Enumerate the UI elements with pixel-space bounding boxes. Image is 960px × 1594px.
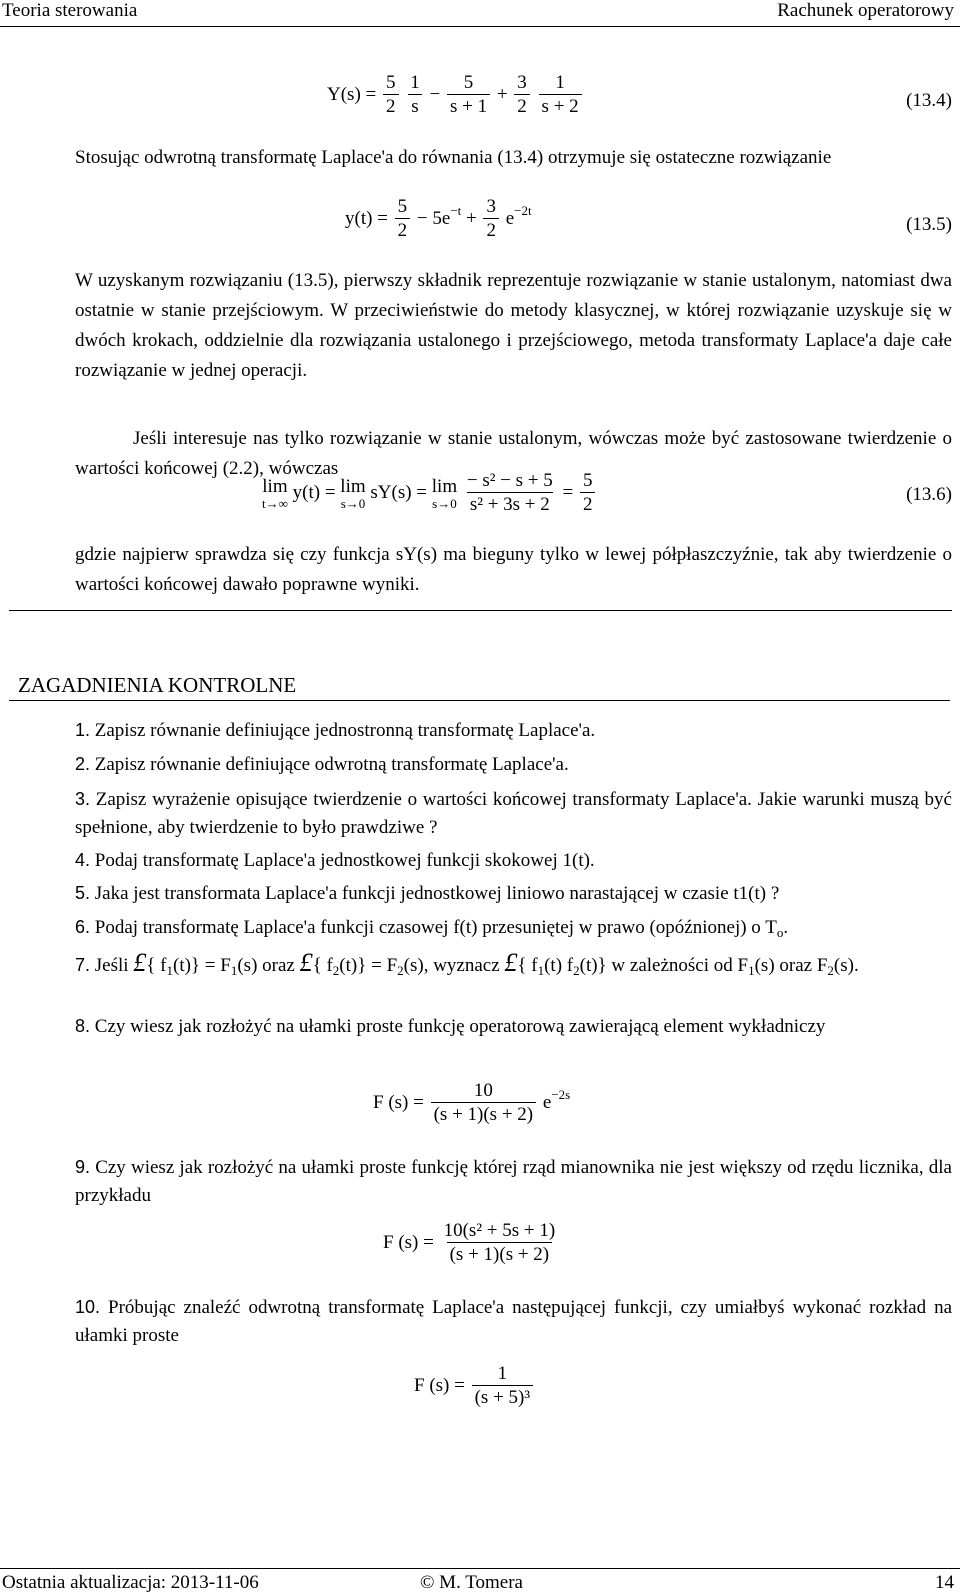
question-5: 5. Jaka jest transformata Laplace'a funkcji jednostkowej liniowo narastającej w czasie t1(t) ? <box>75 883 780 904</box>
footer-author: © M. Tomera <box>420 1572 523 1593</box>
paragraph: gdzie najpierw sprawdza się czy funkcja sY(s) ma bieguny tylko w lewej półpłaszczyźnie, tak aby twierdzenie o wartości końcowej dawało poprawne wyniki. <box>75 544 952 595</box>
page-footer <box>0 1568 960 1592</box>
equation-13-4: Y(s) = $\frac{5}{2}$ $\frac{1}{s}$ − $\frac{5}{s + 1}$ + $\frac{3}{2}$ $\frac{1}{s + 2}$ <box>327 72 584 119</box>
question-9: 9. Czy wiesz jak rozłożyć na ułamki proste funkcję której rząd mianownika nie jest większy od rzędu licznika, dla przykładu <box>75 1157 952 1206</box>
question-7: 7. Jeśli £{ $f_1(t)\} = F_1(s)$ oraz £{ $f_2(t)\} = F_2(s)$, wyznacz £{ $f_1(t)$ $f_2(t)$} w zależności od $F_1(s)$ oraz $F_2(s)$. <box>75 948 859 978</box>
footer-date: Ostatnia aktualizacja: 2013-11-06 <box>2 1572 259 1593</box>
page-number: 14 <box>935 1572 954 1593</box>
equation-q8: F (s) = $\frac{10}{(s + 1)(s + 2)}$ $e^{-2s}$ <box>373 1080 571 1125</box>
question-1: 1. Zapisz równanie definiujące jednostronną transformatę Laplace'a. <box>75 720 596 741</box>
equation-number: (13.5) <box>906 214 952 235</box>
laplace-symbol: £ <box>504 948 518 977</box>
question-6: 6. Podaj transformatę Laplace'a funkcji czasowej f(t) przesuniętej w prawo (opóźnionej) o $T_o$. <box>75 917 789 940</box>
divider <box>9 610 952 611</box>
laplace-symbol: £ <box>133 948 147 977</box>
page-header <box>0 0 960 27</box>
divider <box>9 700 950 701</box>
question-3: 3. Zapisz wyrażenie opisujące twierdzenie o wartości końcowej transformaty Laplace'a. Jakie warunki muszą być spełnione, aby twierdzenie to było prawdziwe ? <box>75 789 952 838</box>
header-right: Rachunek operatorowy <box>777 0 954 21</box>
question-10: 10. Próbując znaleźć odwrotną transformatę Laplace'a następującej funkcji, czy umiałbyś wykonać rozkład na ułamki proste <box>75 1297 953 1346</box>
question-4: 4. Podaj transformatę Laplace'a jednostkowej funkcji skokowej 1(t). <box>75 850 595 871</box>
question-8: 8. Czy wiesz jak rozłożyć na ułamki proste funkcję operatorową zawierającą element wykładniczy <box>75 1016 826 1037</box>
laplace-symbol: £ <box>299 948 313 977</box>
equation-13-6: lim t→∞ y(t) = lim s→0 sY(s) = lim s→0 $\frac{\text{− s² − s + 5}}{\text{s² + 3s + 2}}$ = $\frac{5}{2}$ <box>262 470 597 517</box>
question-2: 2. Zapisz równanie definiujące odwrotną transformatę Laplace'a. <box>75 754 569 775</box>
paragraph: W uzyskanym rozwiązaniu (13.5), pierwszy składnik reprezentuje rozwiązanie w stanie ustalonym, natomiast dwa ostatnie w stanie przejściowym. W przeciwieństwie do metody klasycznej, w której rozwiązanie uzyskuje się w dwóch krokach, oddzielnie dla rozwiązania ustalonego i przejściowego, metoda transformaty Laplace'a daje całe rozwiązanie w jednej operacji. <box>75 270 952 381</box>
paragraph: Jeśli interesuje nas tylko rozwiązanie w stanie ustalonym, wówczas może być zastosowane twierdzenie o wartości końcowej (2.2), wówczas <box>75 428 952 479</box>
section-title: ZAGADNIENIA KONTROLNE <box>18 673 297 697</box>
equation-number: (13.4) <box>906 90 952 111</box>
header-left: Teoria sterowania <box>2 0 138 21</box>
equation-q9: F (s) = $\frac{\text{10(s² + 5s + 1)}}{(s + 1)(s + 2)}$ <box>383 1220 556 1265</box>
equation-13-5: y(t) = $\frac{5}{2}$ − $5e^{-t}$ + $\frac{3}{2}$ $e^{-2t}$ <box>345 196 532 241</box>
equation-q10: F (s) = $\frac{1}{\text{(s + 5)³}}$ <box>414 1363 535 1410</box>
paragraph: Stosując odwrotną transformatę Laplace'a do równania (13.4) otrzymuje się ostateczne rozwiązanie <box>75 147 832 168</box>
equation-number: (13.6) <box>906 484 952 505</box>
